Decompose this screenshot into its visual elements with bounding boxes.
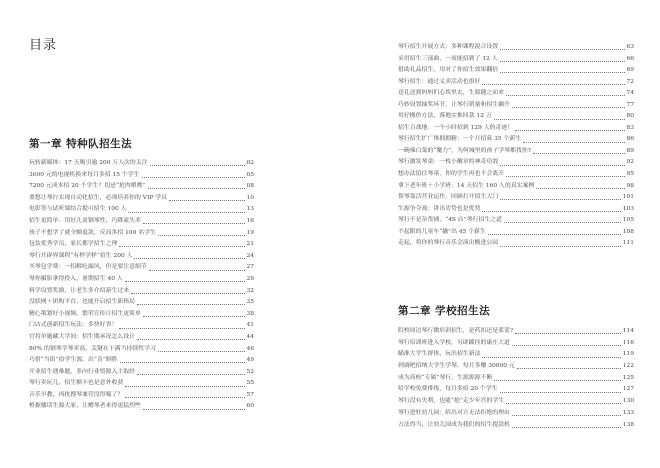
toc-entry-title: 琴行招生扩广推拥拥精：一个月招募 35 个新生 [398,136,522,143]
toc-entry[interactable] [29,158,254,170]
dot-leader [143,409,245,410]
toc-entry-title: 生源争夺战：讲出劣势也是优势 [398,205,481,212]
toc-entry-title: 琴行进驻幼儿园：给出对方无法拒绝的理由 [398,409,510,416]
toc-entry-page-number: 101 [622,194,634,201]
toc-entry[interactable] [398,326,634,338]
toc-entry[interactable] [398,134,634,146]
toc-entry[interactable] [398,65,634,77]
toc-entry-title: 院校周边琴行微培训招生，是药扣还是蓝蔷? [398,328,514,334]
toc-entry-title: 送礼送到妈妈们心坎里去，生源随之而来 [398,90,505,97]
toc-entry[interactable] [398,54,634,66]
dot-leader [137,339,244,340]
dot-leader [512,427,621,428]
chapter-1-heading: 第一章 特种队招生法 [29,138,133,150]
toc-entry-title: 琴行开辟界课程“有样学样”招生 200 人 [29,252,133,259]
toc-entry-title: 要想让琴行实现自动化招生，必须培养你的 VIP 学员 [29,194,167,201]
toc-entry-page-number: 86 [626,136,634,143]
toc-entry-title: 招生百战地：一个小时招到 129 人的奇迹！ [398,124,514,131]
toc-entry[interactable] [29,181,254,193]
toc-entry-title: 琴行培训班进入学校，另辟蹊径的康庄大道 [398,339,510,346]
toc-entry-title: 借助礼品招生，用对了你招生效果翻倍 [398,67,499,74]
toc-entry[interactable] [398,88,634,100]
toc-entry[interactable] [398,192,634,204]
toc-entry-page-number: 125 [622,374,634,381]
toc-entry-page-number: 35 [246,299,254,306]
toc-entry-page-number: 77 [626,101,634,108]
toc-entry-title: 不起眼的儿童车“撬”出 45 个新生 [398,228,486,235]
toc-entry-title: 用好搬价方法，落地实推回款 12 万 [398,113,492,120]
right-page [330,0,660,468]
toc-entry-page-number: 60 [246,403,254,410]
toc-entry-title: 招生更简单：用好儿童钢琴性，巧降流失率 [29,217,141,224]
dot-leader [158,351,245,352]
toc-entry-page-number: 13 [246,206,254,213]
toc-entry-page-number: 74 [626,90,634,97]
toc-entry-page-number: 92 [626,159,634,166]
toc-entry-page-number: 83 [626,124,634,131]
toc-entry[interactable] [29,401,254,413]
toc-entry-page-number: 103 [622,205,634,212]
dot-leader [512,107,625,108]
toc-entry-title: 没联网＋团购平台，也能开启招生新格局 [29,299,136,306]
dot-leader [128,212,244,213]
toc-entry[interactable] [398,181,634,193]
toc-entry-page-number: 52 [246,368,254,375]
dot-leader [506,176,624,177]
toc-entry-page-number: 32 [246,287,254,294]
toc-entry-page-number: 08 [246,183,254,190]
dot-leader [523,142,624,143]
toc-entry[interactable] [29,239,254,251]
toc-entry-page-number: 89 [626,147,634,154]
toc-entry-title: 精心策划好小视频，繁荣宣传让招生更简单 [29,310,141,317]
chapter-1-continued-entry-list [398,42,634,250]
toc-entry[interactable] [398,111,634,123]
dot-leader [500,72,624,73]
toc-entry-page-number: 116 [622,339,634,346]
toc-entry[interactable] [29,228,254,240]
toc-entry[interactable] [29,262,254,274]
toc-entry-page-number: 41 [246,322,254,329]
dot-leader [506,95,624,96]
dot-leader [504,222,621,223]
toc-entry-title: 琴行激发琴童：一枚小徽章的神奇功效 [398,159,499,166]
toc-entry-page-number: 29 [246,275,254,282]
toc-entry-title: 帮琴靠活营业运作，回顾打开招生大门 [398,194,499,201]
toc-entry[interactable] [29,274,254,286]
toc-entry[interactable] [29,286,254,298]
dot-leader [149,270,245,271]
toc-entry-page-number: 27 [246,264,254,271]
dot-leader [125,397,244,398]
toc-entry-page-number: 95 [626,171,634,178]
toc-entry-title: 想办法留住琴童，你的学生再也不会离开 [398,171,505,178]
toc-entry-page-number: 114 [622,328,634,334]
toc-entry-title: 拿下老年班＋小学班：14 天招生 160 人的真实案例 [398,182,535,189]
toc-entry-page-number: 72 [626,78,634,85]
toc-entry-page-number: 63 [626,44,634,50]
toc-entry[interactable] [29,320,254,332]
toc-entry-title: 瞄准大学生群体，玩出招生新法 [398,351,481,358]
dot-leader [500,61,625,62]
toc-entry[interactable] [398,227,634,239]
toc-entry-page-number: 108 [622,228,634,235]
chapter-2-entry-list [398,326,634,431]
dot-leader [134,258,244,259]
toc-entry-page-number: 119 [622,351,634,358]
toc-entry-title: 料学设置奖励，让老生多介绍新生过来 [29,287,130,294]
toc-entry[interactable] [398,100,634,112]
toc-entry-title: 玩转新媒体：17 天吸引逾 200 万人次的关注 [29,160,148,166]
dot-leader [119,328,244,329]
toc-entry-title: 到调吧招纳大学生学琴，每月多赚 30000 元 [398,363,515,370]
toc-entry-title: 琴你摄影拿得投入，暑期招生 40 人 [29,275,123,282]
toc-entry-title: 琴行不是杂货铺，“4S 店”琴行招生之道 [398,217,503,224]
toc-entry[interactable] [29,204,254,216]
toc-entry[interactable] [29,344,254,356]
dot-leader [125,281,245,282]
toc-entry[interactable] [29,332,254,344]
toc-entry-title: 巧妙设置抽奖环节，让琴行销量和招生飙升 [398,101,510,108]
toc-entry[interactable] [398,408,634,420]
dot-leader [500,246,621,247]
toc-entry-title: 包装优秀学员，家长都学招生之理 [29,241,118,248]
toc-entry[interactable] [29,355,254,367]
toc-entry-page-number: 21 [246,241,254,248]
toc-entry-title: 7200 元成本招 20 个学生？切忌“抢肉喂鹰” [29,183,146,190]
toc-entry-page-number: 138 [622,421,634,428]
toc-entry[interactable] [398,238,634,250]
chapter-1-entry-list [29,158,254,413]
toc-entry[interactable] [29,297,254,309]
chapter-2-heading: 第二章 学校招生法 [398,305,491,317]
toc-entry-page-number: 80 [626,113,634,120]
toc-entry-page-number: 49 [246,357,254,364]
toc-entry-page-number: 57 [246,391,254,398]
toc-entry[interactable] [29,378,254,390]
toc-entry[interactable] [398,42,634,54]
toc-entry-page-number: 16 [246,217,254,224]
toc-entry[interactable] [398,169,634,181]
toc-entry-page-number: 10 [246,194,254,201]
toc-entry-title: 80% 的钢琴学琴率高，关键在于满当持续性学习 [29,345,156,352]
toc-entry[interactable] [398,338,634,350]
dot-leader [137,374,244,375]
toc-entry-page-number: 105 [622,217,634,224]
toc-entry[interactable] [398,384,634,396]
toc-entry-page-number: 44 [246,333,254,340]
dot-leader [142,177,245,178]
toc-entry-title: 方法得当，让幼儿园成为我们的招生提款机 [398,421,510,428]
toc-entry[interactable] [398,123,634,135]
toc-entry-title: 一碗辣白菜的“魔力”，为何城里的孩子学琴都找你? [398,147,531,154]
toc-entry[interactable] [398,420,634,432]
dot-leader [482,84,624,85]
toc-entry[interactable] [398,349,634,361]
toc-entry-title: 开业招生遇难题，多向行业资源入主取经 [29,368,136,375]
toc-entry-title: 琴行没有失利，也能“抢”走少年宫的学生 [398,398,505,405]
toc-entry-page-number: 24 [246,252,254,259]
toc-entry[interactable] [398,373,634,385]
toc-entry-title: 琴行招生开展方式：多种课程混合设置 [398,44,499,50]
dot-leader [119,246,244,247]
toc-entry-page-number: 66 [626,55,634,62]
toc-entry-title: 电影签与试听课结合提可招生 100 人 [29,206,127,213]
toc-entry-page-number: 111 [622,240,634,247]
toc-entry-page-number: 98 [626,182,634,189]
toc-entry-title: 音乐早教，再扰搜琴兼营没得喘了？ [29,391,124,398]
toc-entry-title: 巧借“当街”拾学生源，出“奇”制胜 [29,357,118,364]
dot-leader [506,403,621,404]
toc-entry-title: 走起，将你的琴行音乐会演出搬进公园 [398,240,499,247]
dot-leader [533,153,625,154]
dot-leader [482,211,620,212]
toc-entry[interactable] [29,390,254,402]
toc-entry-page-number: 02 [246,160,254,166]
toc-entry[interactable] [398,396,634,408]
toc-entry[interactable] [398,77,634,89]
toc-entry[interactable] [398,204,634,216]
toc-entry-page-number: 122 [622,363,634,370]
toc-entry[interactable] [29,193,254,205]
toc-entry-page-number: 46 [246,345,254,352]
toc-entry-title: 给学校免费排练，每月多招 20 个学生 [398,386,498,393]
toc-entry[interactable] [29,216,254,228]
toc-entry-page-number: 133 [622,409,634,416]
toc-entry[interactable] [29,309,254,321]
dot-leader [131,293,244,294]
dot-leader [500,392,621,393]
dot-leader [500,165,624,166]
toc-entry[interactable] [398,146,634,158]
toc-entry[interactable] [29,170,254,182]
toc-entry-title: 官将单题藏大学间：招生期承况怎么设计 [29,333,136,340]
toc-entry[interactable] [29,251,254,263]
toc-entry-page-number: 130 [622,398,634,405]
dot-leader [137,304,244,305]
dot-leader [488,234,621,235]
dot-leader [148,188,245,189]
toc-entry-title: 琴行招生：通过义卖活动也很好 [398,78,481,85]
dot-leader [143,223,245,224]
toc-entry-title: 采用招生三部曲，一周能招到了 12 人 [398,55,498,62]
toc-entry-page-number: 38 [246,310,254,317]
dot-leader [515,130,624,131]
dot-leader [143,316,245,317]
toc-entry-title: 3000 元的电视机换来每月多招 15 个学生 [29,171,140,178]
dot-leader [500,49,624,50]
toc-entry-page-number: 55 [246,380,254,387]
toc-entry-title: 琴行卖玩儿，招生额丰也是意外收获 [29,380,124,387]
dot-leader [158,235,245,236]
toc-entry[interactable] [398,157,634,169]
toc-entry[interactable] [398,361,634,373]
toc-entry-title: 买琴包学费：一招解吃漏风，但是要注意细节 [29,264,147,271]
toc-entry-page-number: 19 [246,229,254,236]
toc-entry[interactable] [398,215,634,227]
toc-entry-page-number: 69 [626,67,634,74]
dot-leader [512,345,621,346]
toc-entry[interactable] [29,367,254,379]
dot-leader [494,119,625,120]
toc-entry-title: 成为高校“专属”琴行，生源源源不断 [398,374,493,381]
dot-leader [150,165,245,166]
toc-entry-title: 孩子不想学了就全额退款，反而多招 100 名学生 [29,229,156,236]
toc-entry-title: 橙握播话生源大家，让赠琴者来得更猛烈些 [29,403,141,410]
toc-entry-page-number: 05 [246,171,254,178]
dot-leader [515,333,621,334]
dot-leader [494,380,620,381]
dot-leader [120,362,245,363]
toc-title: 目录 [29,38,58,53]
dot-leader [517,368,621,369]
dot-leader [512,415,621,416]
toc-entry-page-number: 127 [622,386,634,393]
dot-leader [482,357,620,358]
dot-leader [125,386,244,387]
toc-entry-title: 门店式创新招生玩法：多快好省！ [29,322,118,329]
dot-leader [536,188,624,189]
dot-leader [500,199,621,200]
dot-leader [169,200,245,201]
